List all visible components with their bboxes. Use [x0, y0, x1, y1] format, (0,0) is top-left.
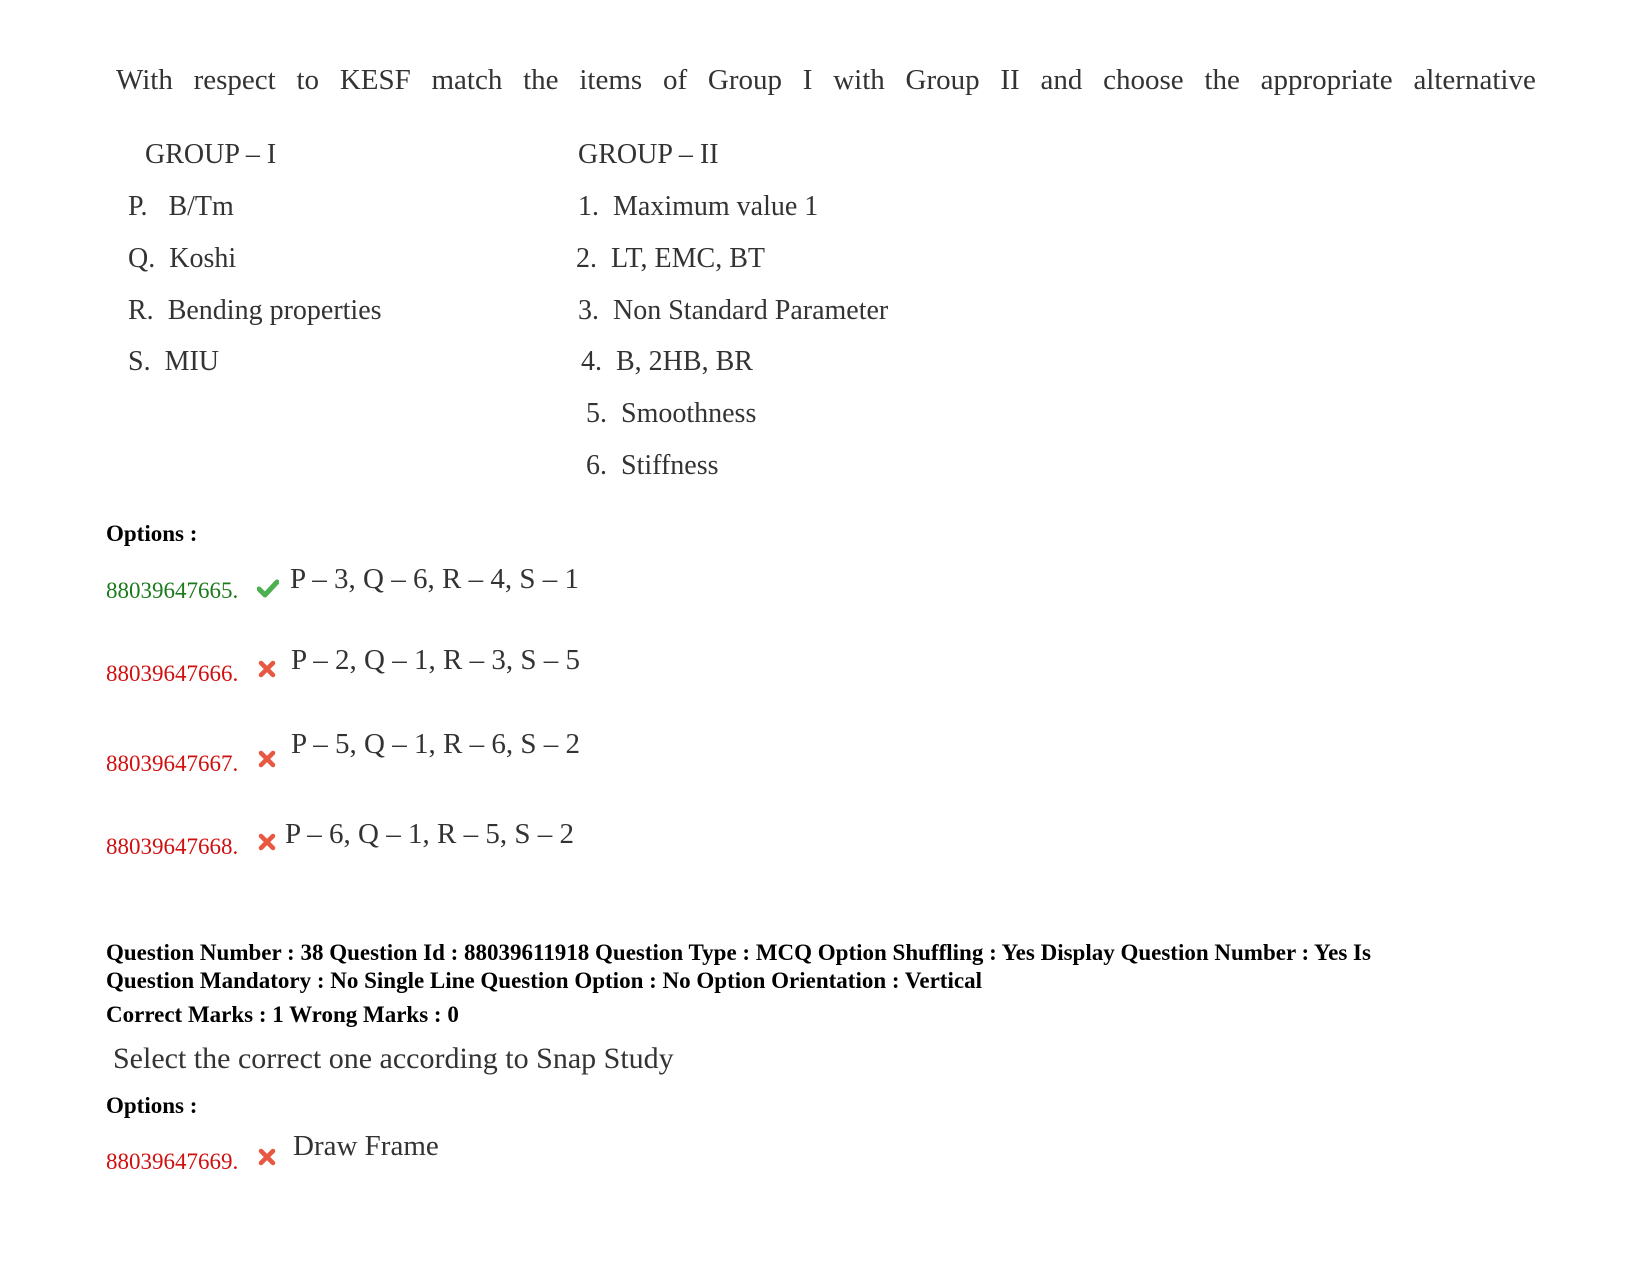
option-text[interactable]: P – 2, Q – 1, R – 3, S – 5: [291, 644, 580, 676]
question-word: respect: [193, 64, 276, 96]
group2-item: 4. B, 2HB, BR: [581, 346, 753, 377]
cross-icon: [258, 750, 276, 768]
question-word: choose: [1103, 64, 1184, 96]
group1-item: R. Bending properties: [128, 295, 382, 326]
option-text[interactable]: P – 3, Q – 6, R – 4, S – 1: [290, 563, 579, 595]
marks-line: Correct Marks : 1 Wrong Marks : 0: [106, 1002, 459, 1027]
question-word: KESF: [339, 64, 411, 96]
question-word: With: [116, 64, 173, 96]
question-meta-line2: Question Mandatory : No Single Line Question Option : No Option Orientation : Vertical: [106, 968, 982, 993]
question-word: match: [431, 64, 503, 96]
options-label: Options :: [106, 521, 198, 546]
question-word: the: [523, 64, 559, 96]
option-id: 88039647665.: [106, 578, 239, 603]
group2-item: 6. Stiffness: [586, 450, 719, 481]
question-word: items: [579, 64, 643, 96]
question-word: and: [1040, 64, 1083, 96]
option-text[interactable]: P – 6, Q – 1, R – 5, S – 2: [285, 818, 574, 850]
group2-heading: GROUP – II: [578, 139, 719, 170]
group1-item: P. B/Tm: [128, 191, 234, 222]
question-text: Select the correct one according to Snap Study: [113, 1042, 674, 1075]
question-word: the: [1204, 64, 1240, 96]
group2-item: 2. LT, EMC, BT: [576, 243, 766, 274]
question-word: appropriate: [1260, 64, 1393, 96]
question-word: II: [1000, 64, 1020, 96]
question-word: to: [296, 64, 320, 96]
group1-item: S. MIU: [128, 346, 220, 377]
question-word: Group: [707, 64, 782, 96]
group2-item: 5. Smoothness: [586, 398, 757, 429]
question-word: alternative: [1413, 64, 1536, 96]
group1-item: Q. Koshi: [128, 243, 237, 274]
question-word: of: [662, 64, 688, 96]
options-label: Options :: [106, 1093, 198, 1118]
group2-item: 3. Non Standard Parameter: [578, 295, 889, 326]
question-text: [116, 64, 1536, 97]
question-word: I: [802, 64, 813, 96]
group2-item: 1. Maximum value 1: [578, 191, 819, 222]
cross-icon: [258, 660, 276, 678]
option-text[interactable]: Draw Frame: [293, 1130, 439, 1162]
option-id: 88039647668.: [106, 834, 239, 859]
option-id: 88039647667.: [106, 751, 239, 776]
check-icon: [257, 577, 279, 599]
cross-icon: [258, 833, 276, 851]
option-id: 88039647666.: [106, 661, 239, 686]
cross-icon: [258, 1148, 276, 1166]
question-word: Group: [905, 64, 980, 96]
question-meta-line1: Question Number : 38 Question Id : 88039611918 Question Type : MCQ Option Shuffling : Yes Display Question Number : Yes Is: [106, 940, 1371, 965]
question-word: with: [833, 64, 885, 96]
option-text[interactable]: P – 5, Q – 1, R – 6, S – 2: [291, 728, 580, 760]
group1-heading: GROUP – I: [145, 139, 277, 170]
option-id: 88039647669.: [106, 1149, 239, 1174]
